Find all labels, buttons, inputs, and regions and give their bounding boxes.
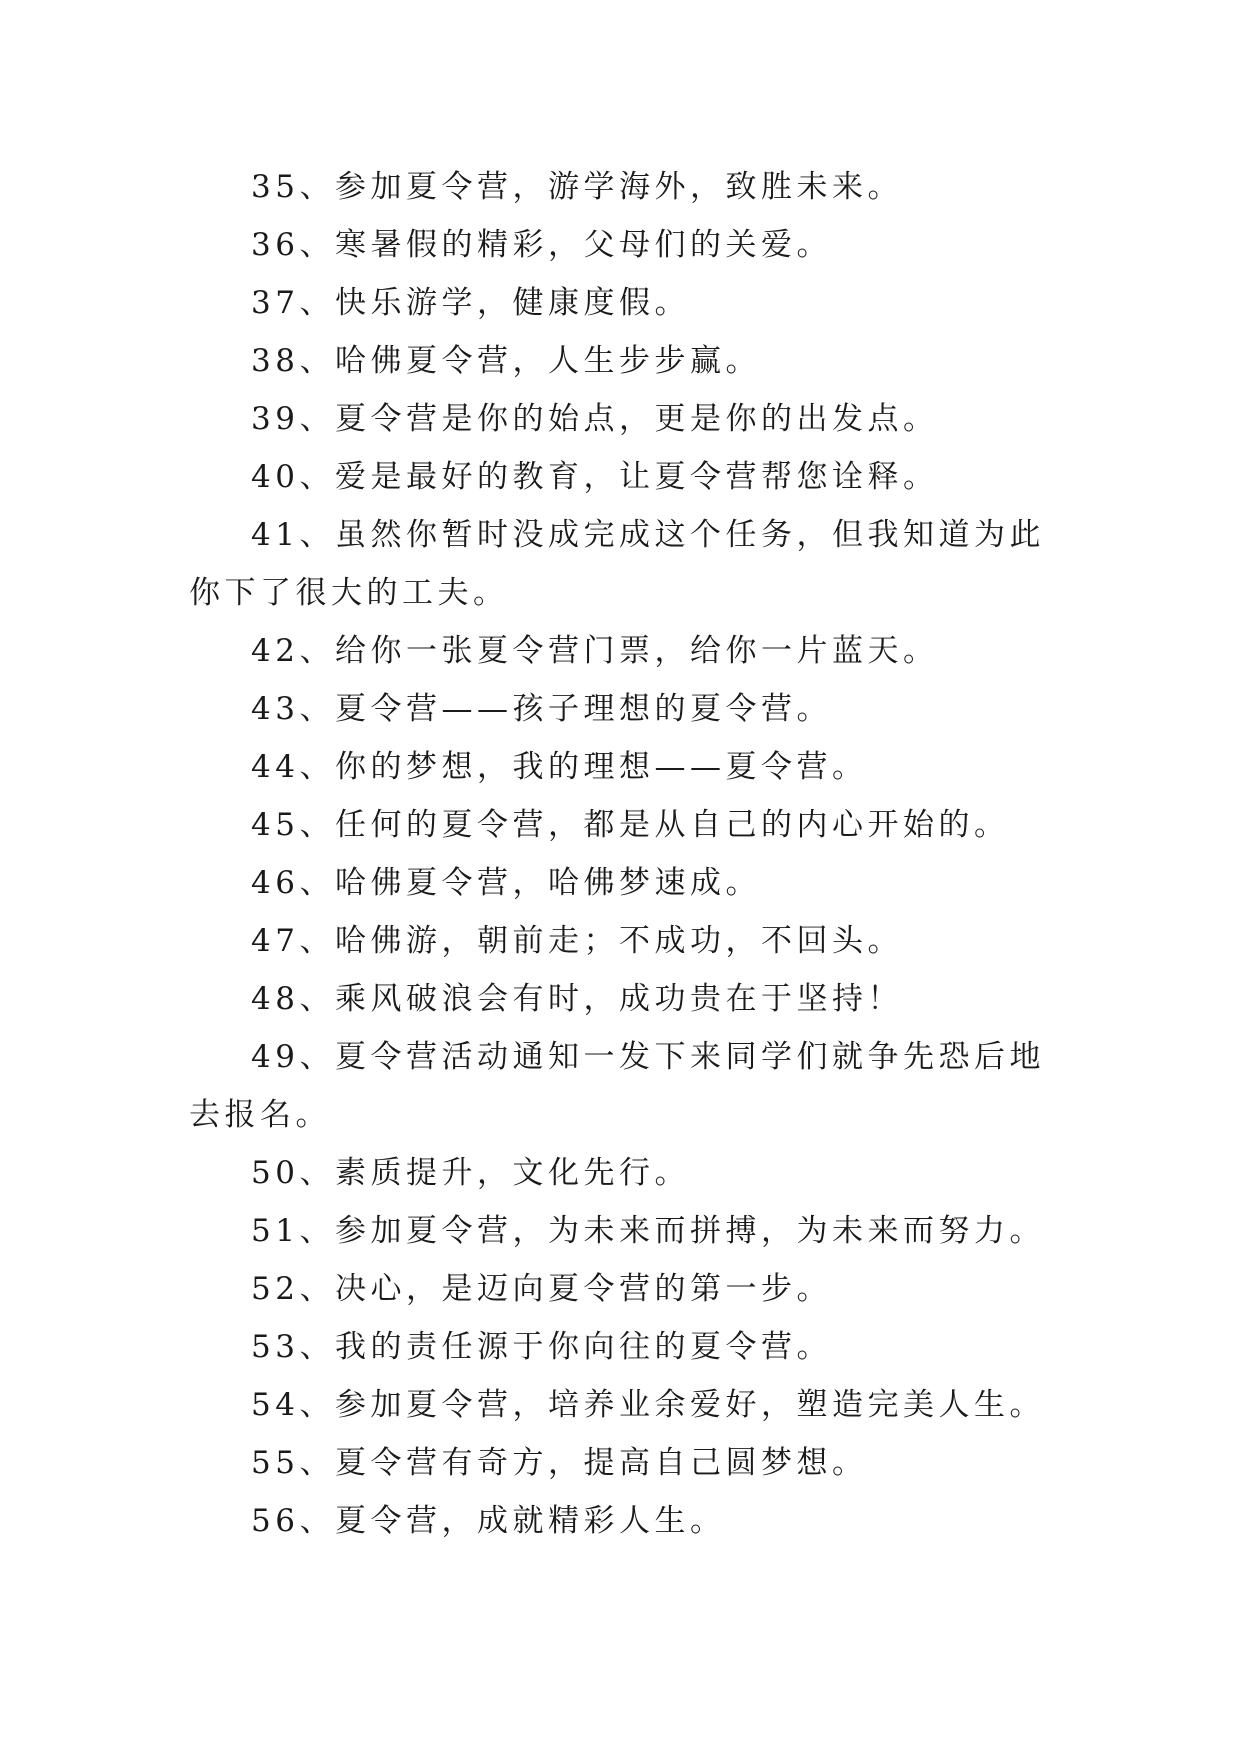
- list-item: 54、参加夏令营，培养业余爱好，塑造完美人生。: [251, 1387, 1045, 1423]
- list-item: 39、夏令营是你的始点，更是你的出发点。: [251, 401, 939, 437]
- list-item: 46、哈佛夏令营，哈佛梦速成。: [251, 865, 761, 901]
- list-item: 42、给你一张夏令营门票，给你一片蓝天。: [251, 633, 939, 669]
- list-item: 35、参加夏令营，游学海外，致胜未来。: [251, 169, 903, 205]
- list-item: 50、素质提升，文化先行。: [251, 1155, 690, 1191]
- list-item: 49、夏令营活动通知一发下来同学们就争先恐后地去报名。: [189, 1039, 1045, 1133]
- list-item: 43、夏令营——孩子理想的夏令营。: [251, 691, 832, 727]
- document-body: [189, 158, 1052, 1550]
- list-item: 36、寒暑假的精彩，父母们的关爱。: [251, 227, 832, 263]
- list-item: 53、我的责任源于你向往的夏令营。: [251, 1329, 832, 1365]
- list-item: 51、参加夏令营，为未来而拼搏，为未来而努力。: [251, 1213, 1045, 1249]
- list-item: 41、虽然你暂时没成完成这个任务，但我知道为此你下了很大的工夫。: [189, 517, 1045, 611]
- list-item: 40、爱是最好的教育，让夏令营帮您诠释。: [251, 459, 939, 495]
- list-item: 37、快乐游学，健康度假。: [251, 285, 690, 321]
- list-item: 47、哈佛游，朝前走；不成功，不回头。: [251, 923, 903, 959]
- list-item: 44、你的梦想，我的理想——夏令营。: [251, 749, 868, 785]
- list-item: 52、决心，是迈向夏令营的第一步。: [251, 1271, 832, 1307]
- list-item: 45、任何的夏令营，都是从自己的内心开始的。: [251, 807, 1010, 843]
- list-item: 48、乘风破浪会有时，成功贵在于坚持！: [251, 981, 903, 1017]
- list-item: 38、哈佛夏令营，人生步步赢。: [251, 343, 761, 379]
- list-item: 56、夏令营，成就精彩人生。: [251, 1503, 726, 1539]
- list-item: 55、夏令营有奇方，提高自己圆梦想。: [251, 1445, 868, 1481]
